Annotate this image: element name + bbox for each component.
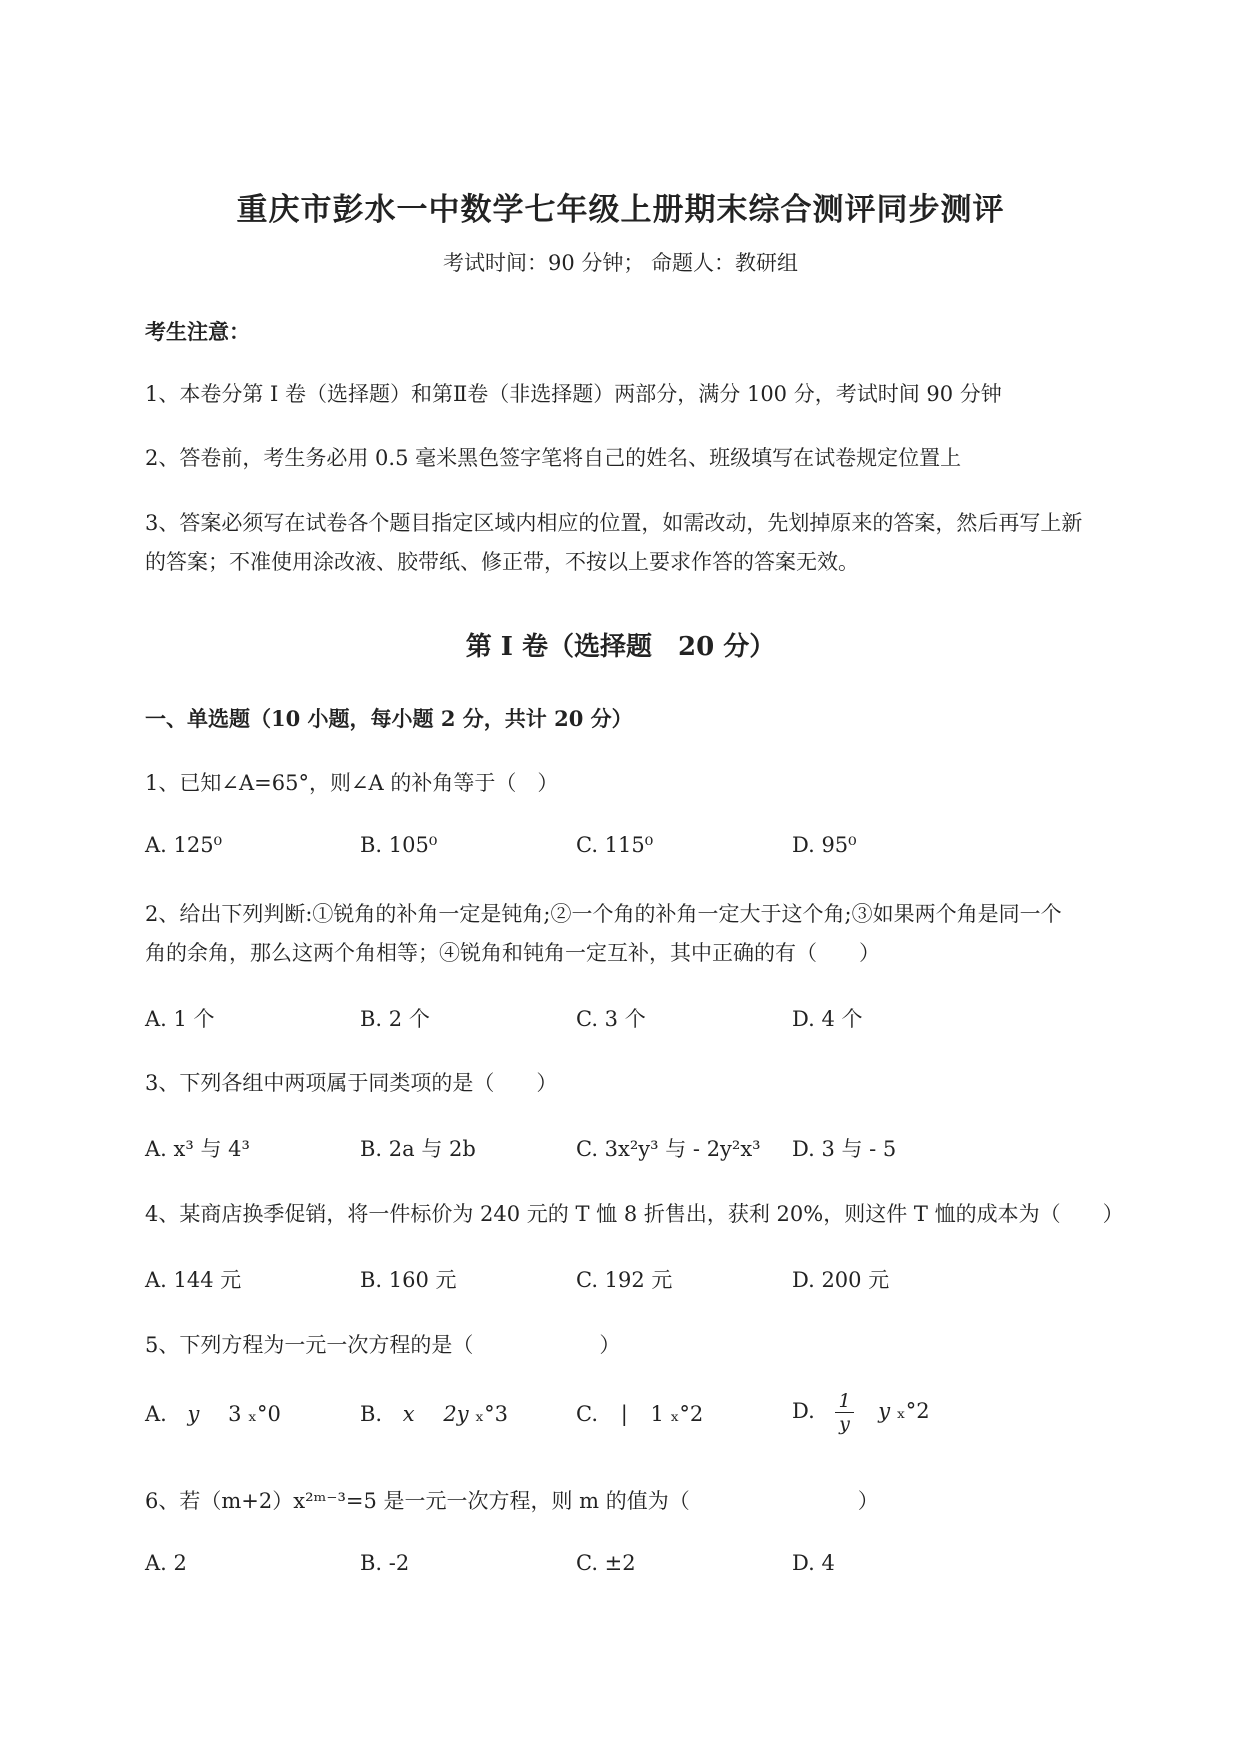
q5-option-b <box>360 1402 508 1426</box>
fraction-numerator: 1 <box>835 1390 853 1413</box>
q3-option-a: A. x³ 与 4³ <box>145 1137 250 1161</box>
q4-option-d: D. 200 元 <box>792 1268 890 1292</box>
question-2-stem: 2、给出下列判断:①锐角的补角一定是钝角;②一个角的补角一定大于这个角;③如果两个角是同一个 <box>145 902 1062 926</box>
q1-option-d: D. 95⁰ <box>792 833 857 857</box>
formula-term: | <box>620 1402 628 1426</box>
q3-option-c: C. 3x²y³ 与 - 2y²x³ <box>576 1137 761 1161</box>
q4-option-b: B. 160 元 <box>360 1268 457 1292</box>
q1-option-a: A. 125⁰ <box>145 833 223 857</box>
question-5-stem: 5、下列方程为一元一次方程的是（ ） <box>145 1333 621 1357</box>
q1-option-b: B. 105⁰ <box>360 833 438 857</box>
q1-option-c: C. 115⁰ <box>576 833 654 857</box>
exam-info: 考试时间：90 分钟； 命题人：教研组 <box>442 251 799 275</box>
q2-option-d: D. 4 个 <box>792 1007 863 1031</box>
notice-heading: 考生注意： <box>145 319 250 344</box>
q4-option-a: A. 144 元 <box>145 1268 242 1292</box>
q5-option-a <box>145 1402 281 1426</box>
q2-option-c: C. 3 个 <box>576 1007 646 1031</box>
formula-term: y <box>878 1399 891 1423</box>
fraction-denominator: y <box>839 1413 850 1435</box>
q4-option-c: C. 192 元 <box>576 1268 673 1292</box>
question-2-stem-cont: 角的余角，那么这两个角相等；④锐角和钝角一定互补，其中正确的有（ ） <box>145 941 880 965</box>
option-letter: C. <box>576 1402 598 1426</box>
q5-option-d <box>792 1390 930 1435</box>
formula-term: 2y <box>443 1402 469 1426</box>
formula-term: 3 <box>228 1402 242 1426</box>
q6-option-c: C. ±2 <box>576 1551 636 1575</box>
formula-term: y <box>187 1402 200 1426</box>
q3-option-d: D. 3 与 - 5 <box>792 1137 897 1161</box>
notice-item-3: 3、答案必须写在试卷各个题目指定区域内相应的位置，如需改动，先划掉原来的答案，然后再写上新 <box>145 511 1083 535</box>
section-title: 第 I 卷（选择题 20 分） <box>465 632 776 662</box>
option-letter: A. <box>145 1402 167 1426</box>
fraction <box>835 1390 853 1435</box>
page-title: 重庆市彭水一中数学七年级上册期末综合测评同步测评 <box>236 192 1005 228</box>
q5-option-c <box>576 1402 703 1426</box>
formula-term: x <box>402 1402 415 1426</box>
q2-option-b: B. 2 个 <box>360 1007 430 1031</box>
formula-term: 1 <box>650 1402 664 1426</box>
question-4-stem: 4、某商店换季促销，将一件标价为 240 元的 T 恤 8 折售出，获利 20%，则这件 T 恤的成本为（ ） <box>145 1202 1124 1226</box>
part-title: 一、单选题（10 小题，每小题 2 分，共计 20 分） <box>145 706 633 731</box>
notice-item-3-cont: 的答案；不准使用涂改液、胶带纸、修正带，不按以上要求作答的答案无效。 <box>145 550 859 574</box>
q6-option-b: B. -2 <box>360 1551 410 1575</box>
question-3-stem: 3、下列各组中两项属于同类项的是（ ） <box>145 1071 558 1095</box>
notice-item-2: 2、答卷前，考生务必用 0.5 毫米黑色签字笔将自己的姓名、班级填写在试卷规定位置上 <box>145 446 962 470</box>
q6-option-a: A. 2 <box>145 1551 187 1575</box>
q2-option-a: A. 1 个 <box>145 1007 215 1031</box>
formula-term: ₓ°2 <box>670 1402 704 1426</box>
question-6-stem: 6、若（m+2）x²ᵐ⁻³=5 是一元一次方程，则 m 的值为（ ） <box>145 1489 879 1513</box>
option-letter: B. <box>360 1402 383 1426</box>
formula-term: ₓ°2 <box>896 1399 930 1423</box>
formula-term: ₓ°0 <box>248 1402 281 1426</box>
formula-term: ₓ°3 <box>475 1402 509 1426</box>
question-1-stem: 1、已知∠A=65°，则∠A 的补角等于（ ） <box>145 771 559 795</box>
option-letter: D. <box>792 1399 815 1423</box>
q6-option-d: D. 4 <box>792 1551 835 1575</box>
q3-option-b: B. 2a 与 2b <box>360 1137 476 1161</box>
notice-item-1: 1、本卷分第 I 卷（选择题）和第Ⅱ卷（非选择题）两部分，满分 100 分，考试时间 90 分钟 <box>145 382 1002 406</box>
